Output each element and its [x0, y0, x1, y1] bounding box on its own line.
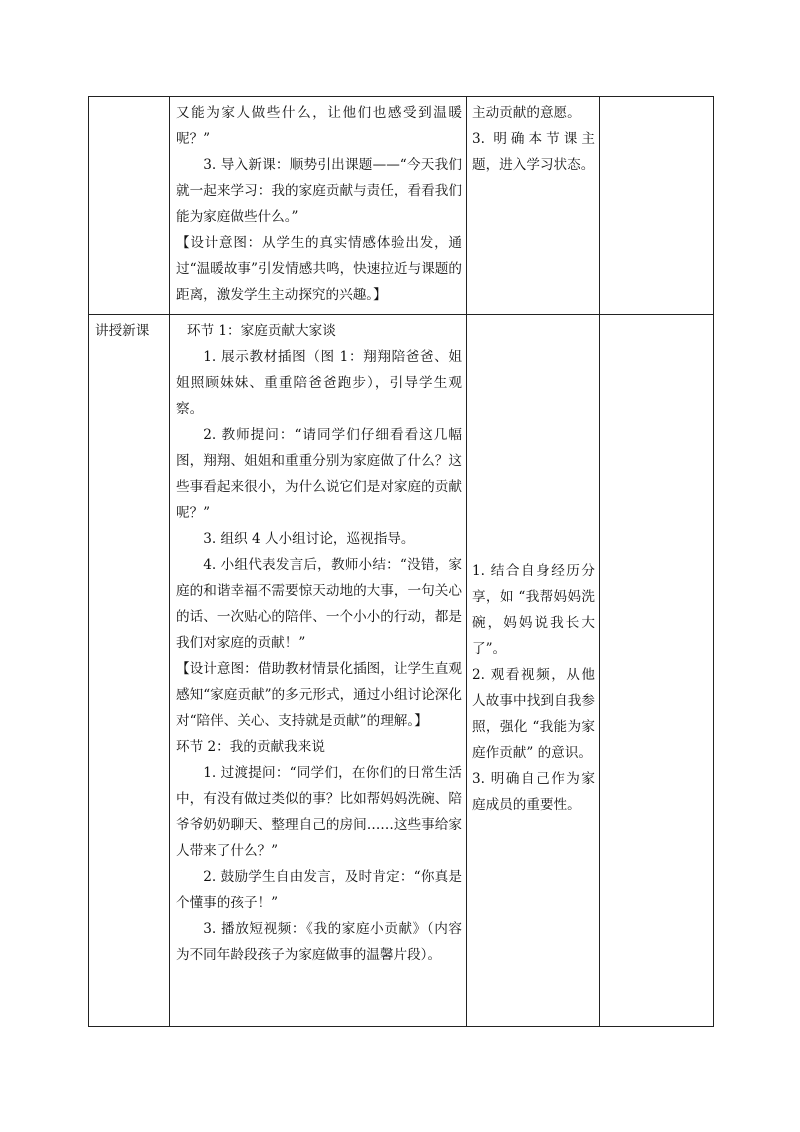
teacher-activity-cell	[170, 97, 467, 315]
paragraph: 3. 明确自己作为家庭成员的重要性。	[472, 771, 595, 813]
design-intent: 【设计意图：从学生的真实情感体验出发，通过“温暖故事”引发情感共鸣，快速拉近与课题的距离，激发学生主动探究的兴趣。】	[176, 235, 462, 303]
paragraph: 2. 观看视频，从他人故事中找到自我参照，强化 “我能为家庭作贡献” 的意识。	[472, 667, 595, 761]
paragraph: 3. 组织 4 人小组讨论，巡视指导。	[203, 531, 415, 547]
paragraph: 1. 过渡提问：“同学们，在你们的日常生活中，有没有做过类似的事？比如帮妈妈洗碗、陪爷爷奶奶聊天、整理自己的房间……这些事给家人带来了什么？”	[176, 765, 462, 859]
section-label: 讲授新课	[95, 323, 150, 339]
lesson-plan-table	[88, 96, 714, 1027]
paragraph: 2. 教师提问：“请同学们仔细看看这几幅图，翔翔、姐姐和重重分别为家庭做了什么？这些事看起来很小，为什么说它们是对家庭的贡献呢？”	[176, 427, 462, 521]
teacher-activity-cell	[170, 315, 467, 1027]
paragraph: 又能为家人做些什么，让他们也感受到温暖呢？”	[176, 105, 462, 147]
paragraph: 1. 展示教材插图（图 1：翔翔陪爸爸、姐姐照顾妹妹、重重陪爸爸跑步），引导学生观察。	[176, 349, 462, 417]
paragraph: 主动贡献的意愿。	[472, 105, 581, 121]
step-heading: 环节 2：我的贡献我来说	[176, 739, 325, 755]
table-row	[89, 97, 714, 315]
section-cell	[89, 315, 170, 1027]
paragraph: 1. 结合自身经历分享，如 “我帮妈妈洗碗，妈妈说我长大了”。	[472, 563, 595, 657]
paragraph: 3. 播放短视频：《我的家庭小贡献》（内容为不同年龄段孩子为家庭做事的温馨片段）。	[176, 921, 462, 963]
paragraph: 3. 导入新课：顺势引出课题——“今天我们就一起来学习：我的家庭贡献与责任，看看我们能为家庭做些什么。”	[176, 157, 462, 225]
design-intent: 【设计意图：借助教材情景化插图，让学生直观感知“家庭贡献”的多元形式，通过小组讨论深化对“陪伴、关心、支持就是贡献”的理解。】	[176, 661, 462, 729]
paragraph: 3. 明确本节课主题，进入学习状态。	[472, 131, 595, 173]
notes-cell	[600, 315, 714, 1027]
student-activity-cell	[467, 97, 600, 315]
table-row	[89, 315, 714, 1027]
paragraph: 4. 小组代表发言后，教师小结：“没错，家庭的和谐幸福不需要惊天动地的大事，一句关心的话、一次贴心的陪伴、一个小小的行动，都是我们对家庭的贡献！”	[176, 557, 462, 651]
paragraph: 2. 鼓励学生自由发言，及时肯定：“你真是个懂事的孩子！”	[176, 869, 462, 911]
student-activity-cell	[467, 315, 600, 1027]
notes-cell	[600, 97, 714, 315]
step-heading: 环节 1：家庭贡献大家谈	[186, 323, 336, 339]
section-cell	[89, 97, 170, 315]
